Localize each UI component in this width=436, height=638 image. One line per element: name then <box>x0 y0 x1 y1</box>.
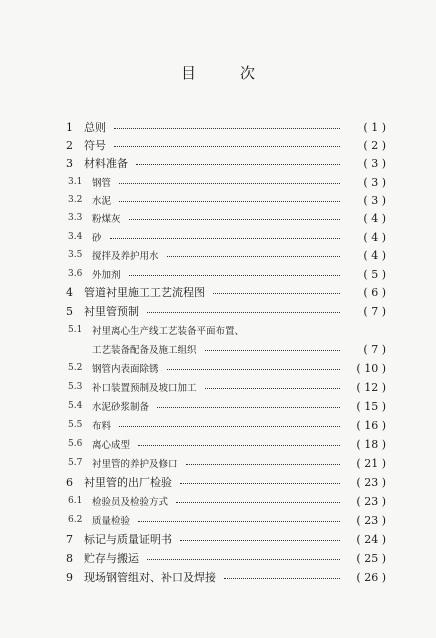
toc-entry-number: 1 <box>66 120 73 134</box>
toc-entry-number: 5.5 <box>68 420 83 430</box>
title-char-1: 目 <box>180 64 196 82</box>
toc-entry[interactable] <box>0 246 436 264</box>
page-title <box>0 62 436 83</box>
toc-entry-number: 7 <box>66 532 73 546</box>
toc-dot-leader <box>138 521 340 522</box>
toc-dot-leader <box>176 502 340 503</box>
toc-dot-leader <box>167 369 340 370</box>
toc-dot-leader <box>224 578 340 579</box>
toc-dot-leader <box>119 426 340 427</box>
toc-entry[interactable] <box>0 265 436 283</box>
toc-entry[interactable] <box>0 173 436 191</box>
toc-entry-page: ( 7 ) <box>363 304 386 318</box>
toc-dot-leader <box>136 164 340 165</box>
toc-entry-page: ( 16 ) <box>356 418 386 432</box>
toc-entry-number: 4 <box>66 285 73 299</box>
toc-entry-title: 现场钢管组对、补口及焊接 <box>84 571 216 584</box>
toc-entry[interactable] <box>0 511 436 529</box>
toc-dot-leader <box>147 559 340 560</box>
toc-entry-page: ( 21 ) <box>356 456 386 470</box>
toc-entry[interactable] <box>0 191 436 209</box>
toc-entry-page: ( 23 ) <box>356 475 386 489</box>
toc-entry-title: 水泥 <box>92 196 112 207</box>
toc-entry[interactable] <box>0 378 436 396</box>
toc-entry-number: 3.3 <box>68 213 83 223</box>
toc-entry-number: 5.6 <box>68 439 83 449</box>
toc-entry[interactable] <box>0 454 436 472</box>
toc-entry-title: 离心成型 <box>92 440 131 451</box>
toc-entry-title: 符号 <box>84 139 106 152</box>
toc-entry-number: 3 <box>66 156 73 170</box>
toc-entry-number: 3.4 <box>68 232 83 242</box>
toc-entry-page: ( 3 ) <box>363 175 386 189</box>
toc-dot-leader <box>129 275 340 276</box>
toc-dot-leader <box>205 350 340 351</box>
toc-dot-leader <box>114 146 340 147</box>
toc-dot-leader <box>147 312 340 313</box>
toc-entry[interactable] <box>0 359 436 377</box>
toc-entry-number: 5.3 <box>68 382 83 392</box>
toc-entry-page: ( 24 ) <box>356 532 386 546</box>
toc-entry-page: ( 10 ) <box>356 361 386 375</box>
toc-entry-title: 砂 <box>92 233 102 244</box>
toc-dot-leader <box>167 256 340 257</box>
toc-entry[interactable] <box>0 136 436 154</box>
toc-entry[interactable] <box>0 397 436 415</box>
toc-entry-number: 9 <box>66 570 73 584</box>
toc-dot-leader <box>205 388 340 389</box>
toc-entry[interactable] <box>0 340 436 358</box>
toc-entry-title: 衬里管的出厂检验 <box>84 476 172 489</box>
toc-entry-title: 布料 <box>92 421 112 432</box>
toc-entry[interactable] <box>0 228 436 246</box>
toc-entry-title: 钢管内表面除锈 <box>92 364 159 375</box>
toc-entry[interactable] <box>0 118 436 136</box>
toc-entry-page: ( 3 ) <box>363 193 386 207</box>
toc-entry-page: ( 26 ) <box>356 570 386 584</box>
toc-entry-title: 衬里管的养护及修口 <box>92 459 178 470</box>
toc-entry-title: 钢管 <box>92 178 112 189</box>
toc-dot-leader <box>110 238 340 239</box>
toc-entry-title: 粉煤灰 <box>92 214 121 225</box>
toc-entry-page: ( 4 ) <box>363 248 386 262</box>
toc-entry[interactable] <box>0 435 436 453</box>
toc-entry-page: ( 4 ) <box>363 211 386 225</box>
toc-entry-number: 3.2 <box>68 195 83 205</box>
toc-dot-leader <box>119 201 340 202</box>
toc-entry-title: 材料准备 <box>84 157 128 170</box>
toc-entry-title: 检验员及检验方式 <box>92 497 169 508</box>
toc-entry-page: ( 15 ) <box>356 399 386 413</box>
toc-entry-page: ( 2 ) <box>363 138 386 152</box>
toc-entry-page: ( 5 ) <box>363 267 386 281</box>
toc-entry-number: 3.6 <box>68 269 83 279</box>
toc-dot-leader <box>138 445 340 446</box>
toc-entry-number: 3.5 <box>68 250 83 260</box>
toc-entry[interactable] <box>0 209 436 227</box>
toc-entry[interactable] <box>0 283 436 301</box>
toc-entry-title: 水泥砂浆制备 <box>92 402 150 413</box>
toc-entry[interactable] <box>0 549 436 567</box>
toc-entry-title: 总则 <box>84 121 106 134</box>
toc-entry[interactable] <box>0 530 436 548</box>
toc-entry-page: ( 23 ) <box>356 513 386 527</box>
toc-entry[interactable] <box>0 154 436 172</box>
toc-entry-title: 质量检验 <box>92 516 131 527</box>
toc-entry[interactable] <box>0 321 436 339</box>
toc-entry-page: ( 18 ) <box>356 437 386 451</box>
toc-entry[interactable] <box>0 416 436 434</box>
toc-entry-number: 3.1 <box>68 177 83 187</box>
toc-entry-number: 6 <box>66 475 73 489</box>
toc-dot-leader <box>180 483 340 484</box>
toc-entry-page: ( 7 ) <box>363 342 386 356</box>
toc-dot-leader <box>157 407 340 408</box>
toc-dot-leader <box>114 128 340 129</box>
toc-entry-title: 搅拌及养护用水 <box>92 251 159 262</box>
toc-entry-page: ( 12 ) <box>356 380 386 394</box>
toc-entry-title: 外加剂 <box>92 270 121 281</box>
toc-entry-number: 5.7 <box>68 458 83 468</box>
toc-entry[interactable] <box>0 492 436 510</box>
toc-entry-title: 管道衬里施工工艺流程图 <box>84 286 205 299</box>
toc-entry-page: ( 4 ) <box>363 230 386 244</box>
toc-entry[interactable] <box>0 302 436 320</box>
toc-entry-title: 标记与质量证明书 <box>84 533 172 546</box>
toc-entry-title: 补口装置预制及坡口加工 <box>92 383 197 394</box>
toc-entry-title: 衬里离心生产线工艺装备平面布置、 <box>92 326 245 337</box>
toc-dot-leader <box>180 540 340 541</box>
toc-dot-leader <box>129 219 340 220</box>
toc-entry-number: 5.1 <box>68 325 83 335</box>
toc-entry-page: ( 1 ) <box>363 120 386 134</box>
toc-entry-page: ( 3 ) <box>363 156 386 170</box>
toc-entry-number: 5.4 <box>68 401 83 411</box>
toc-entry-page: ( 6 ) <box>363 285 386 299</box>
toc-dot-leader <box>213 293 340 294</box>
toc-entry-title: 贮存与搬运 <box>84 552 139 565</box>
toc-entry-number: 8 <box>66 551 73 565</box>
toc-entry-number: 5 <box>66 304 73 318</box>
toc-entry-page: ( 23 ) <box>356 494 386 508</box>
toc-entry-number: 6.1 <box>68 496 83 506</box>
toc-entry[interactable] <box>0 473 436 491</box>
toc-entry-page: ( 25 ) <box>356 551 386 565</box>
toc-dot-leader <box>119 183 340 184</box>
toc-entry-title: 衬里管预制 <box>84 305 139 318</box>
toc-entry[interactable] <box>0 568 436 586</box>
toc-entry-number: 2 <box>66 138 73 152</box>
toc-entry-number: 5.2 <box>68 363 83 373</box>
toc-entry-title: 工艺装备配备及施工组织 <box>92 345 197 356</box>
toc-entry-number: 6.2 <box>68 515 83 525</box>
toc-dot-leader <box>186 464 340 465</box>
title-char-2: 次 <box>240 64 256 82</box>
